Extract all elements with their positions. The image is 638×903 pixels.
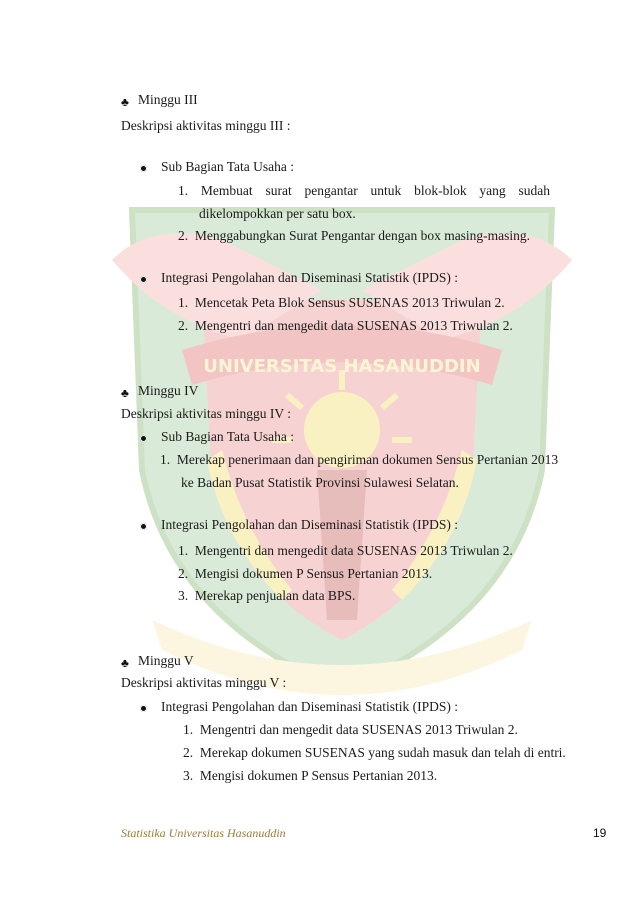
- week4-section2-title: Integrasi Pengolahan dan Diseminasi Statistik (IPDS) :: [161, 517, 458, 532]
- page-number: 19: [593, 826, 607, 840]
- week5-section1-title: Integrasi Pengolahan dan Diseminasi Statistik (IPDS) :: [161, 699, 458, 714]
- week5-description: Deskripsi aktivitas minggu V :: [121, 675, 287, 690]
- week4-section1-item1: 1. Merekap penerimaan dan pengiriman dokumen Sensus Pertanian 2013: [160, 452, 559, 467]
- club-bullet-icon: ♣: [121, 656, 129, 670]
- word: sudah: [518, 183, 550, 198]
- week4-section1-item1-cont: ke Badan Pusat Statistik Provinsi Sulawesi Selatan.: [181, 475, 459, 490]
- word: surat: [265, 183, 292, 198]
- bullet-icon: [140, 523, 147, 530]
- week3-section1-item1-cont: dikelompokkan per satu box.: [199, 206, 356, 221]
- week4-description: Deskripsi aktivitas minggu IV :: [121, 406, 291, 421]
- word: blok-blok: [414, 183, 467, 198]
- week3-section2-item2: 2. Mengentri dan mengedit data SUSENAS 2013 Triwulan 2.: [178, 318, 513, 333]
- week3-description: Deskripsi aktivitas minggu III :: [121, 118, 291, 133]
- word: untuk: [370, 183, 402, 198]
- word: 1.: [178, 183, 189, 198]
- week3-section2-title: Integrasi Pengolahan dan Diseminasi Statistik (IPDS) :: [161, 270, 458, 285]
- week3-section1-title: Sub Bagian Tata Usaha :: [161, 159, 295, 174]
- bullet-icon: [140, 705, 147, 712]
- bullet-icon: [140, 435, 147, 442]
- footer-institution: Statistika Universitas Hasanuddin: [121, 826, 286, 840]
- week3-heading: Minggu III: [138, 92, 198, 107]
- word: Membuat: [200, 183, 253, 198]
- week3-section1-item2: 2. Menggabungkan Surat Pengantar dengan box masing-masing.: [178, 228, 531, 243]
- watermark-banner: [182, 325, 502, 385]
- week4-section2-item2: 2. Mengisi dokumen P Sensus Pertanian 2013.: [178, 566, 433, 581]
- bullet-icon: [140, 165, 147, 172]
- word: pengantar: [304, 183, 358, 198]
- week5-section1-item1: 1. Mengentri dan mengedit data SUSENAS 2013 Triwulan 2.: [183, 722, 518, 737]
- week4-section2-item1: 1. Mengentri dan mengedit data SUSENAS 2013 Triwulan 2.: [178, 543, 513, 558]
- week3-section2-item1: 1. Mencetak Peta Blok Sensus SUSENAS 2013 Triwulan 2.: [178, 295, 505, 310]
- week4-heading: Minggu IV: [138, 383, 199, 398]
- week4-section2-item3: 3. Merekap penjualan data BPS.: [178, 588, 356, 603]
- week5-section1-item2: 2. Merekap dokumen SUSENAS yang sudah masuk dan telah di entri.: [183, 745, 566, 760]
- club-bullet-icon: ♣: [121, 386, 129, 400]
- week5-section1-item3: 3. Mengisi dokumen P Sensus Pertanian 2013.: [183, 768, 438, 783]
- week5-heading: Minggu V: [138, 653, 194, 668]
- week4-section1-title: Sub Bagian Tata Usaha :: [161, 429, 295, 444]
- week3-section1-item1: [178, 183, 550, 199]
- club-bullet-icon: ♣: [121, 95, 129, 109]
- bullet-icon: [140, 276, 147, 283]
- watermark-banner-text: UNIVERSITAS HASANUDDIN: [203, 356, 481, 377]
- word: yang: [479, 183, 506, 198]
